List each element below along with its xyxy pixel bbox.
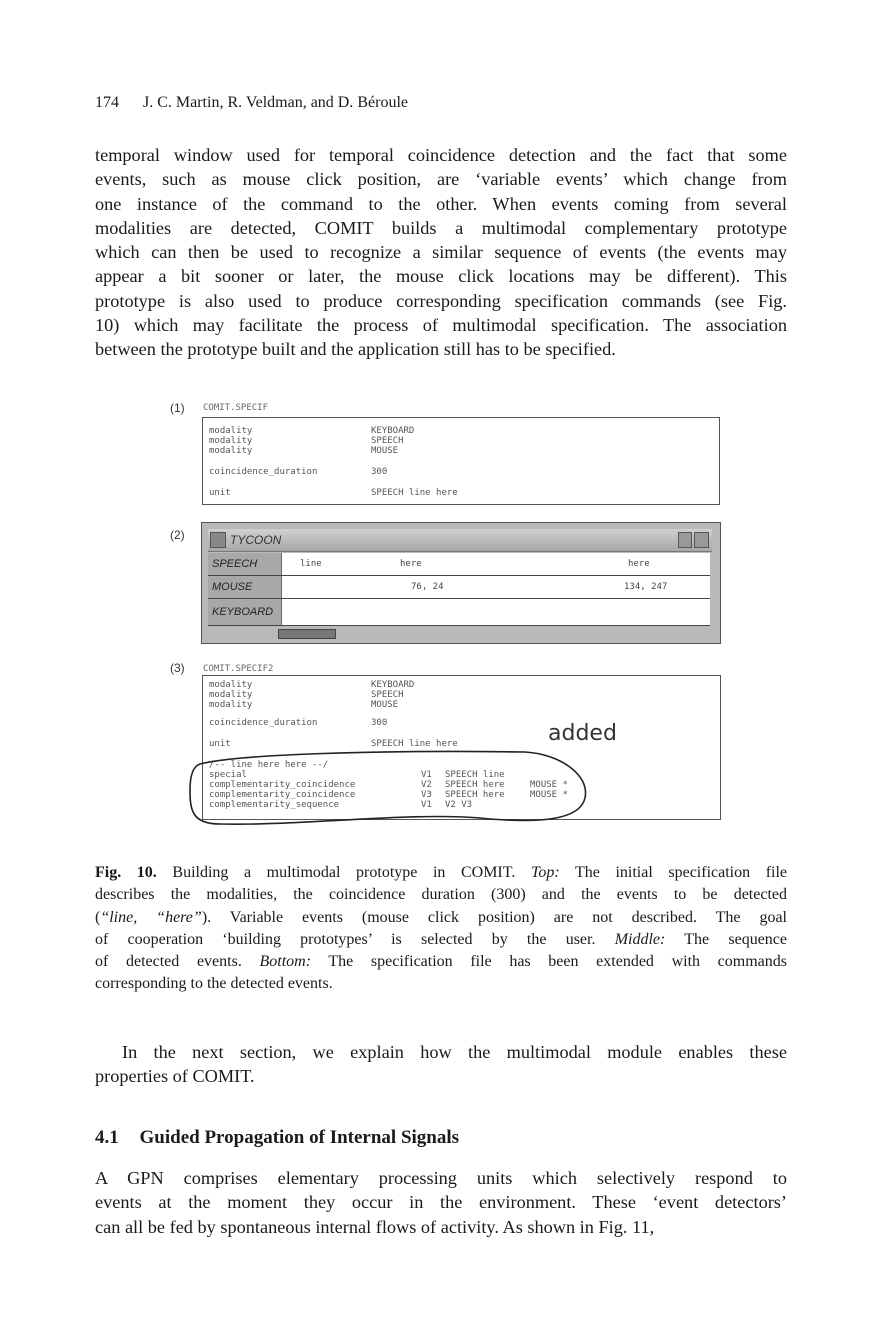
caption-segment: ). Variable events (mouse click position) are not described. The goal [201,908,787,926]
tycoon-window [201,522,721,644]
panel-3-title: COMIT.SPECIF2 [203,664,274,674]
spec-row-key: unit [209,739,231,749]
spec-row-value: KEYBOARD [371,680,415,690]
spec-row-key: modality [209,446,253,456]
text-line: A GPN comprises elementary processing units which selectively respond to [95,1168,787,1188]
spec-row-value: SPEECH line here [371,488,458,498]
mouse-row [208,576,710,599]
caption-segment: of detected events. [95,953,260,971]
section-title: Guided Propagation of Internal Signals [139,1127,460,1148]
spec-row-key: modality [209,690,253,700]
caption-segment: Middle: [614,930,666,948]
figure-label: Fig. 10. [95,864,157,881]
caption-line [95,973,787,995]
caption-segment: The initial specification file [559,864,787,881]
mouse-event: 134, 247 [624,582,668,592]
spec-row-key: unit [209,488,231,498]
caption-segment: The sequence [665,930,787,948]
caption-segment: describes the modalities, the coincidence duration (300) and the events to be detected [95,886,787,904]
added-line: SPEECH here [445,790,505,800]
paragraph-3 [95,1166,787,1239]
caption-line [95,862,787,884]
caption-segment: Bottom: [259,953,312,971]
caption-segment: of cooperation ‘building prototypes’ is selected by the user. [95,930,615,948]
added-line: MOUSE * [530,790,568,800]
paragraph-2 [95,1040,787,1089]
text-line: which can then be used to recognize a similar sequence of events (the events may [95,242,787,263]
text-line: events at the moment they occur in the environment. These ‘event detectors’ [95,1192,787,1213]
spec-row-value: MOUSE [371,446,399,456]
caption-segment: The specification file has been extended with commands [311,953,787,971]
text-line: prototype is also used to produce corresponding specification commands (see Fig. [95,290,787,311]
spec-row-key: coincidence_duration [209,718,318,728]
speech-row [208,553,710,576]
section-number: 4.1 [95,1127,119,1148]
text-line: can all be fed by spontaneous internal flows of activity. As shown in Fig. 11, [95,1216,655,1237]
spec-row-value: 300 [371,718,388,728]
caption-segment: corresponding to the detected events. [95,975,333,993]
caption-line [95,884,787,906]
paragraph-1 [95,143,787,362]
text-line: temporal window used for temporal coincidence detection and the fact that some [95,145,787,165]
keyboard-label: KEYBOARD [208,599,282,625]
tycoon-title-bar [208,529,712,552]
added-line: special [209,770,247,780]
keyboard-row [208,599,710,626]
caption-line [95,929,787,951]
text-line: between the prototype built and the application still has to be specified. [95,339,616,360]
speech-event: here [628,559,650,569]
section-heading [95,1127,459,1149]
panel-3-number: (3) [170,661,185,675]
panel-1-title: COMIT.SPECIF [203,403,269,413]
text-line: events, such as mouse click position, are ‘variable events’ which change from [95,169,787,190]
window-title: TYCOON [230,533,282,547]
text-line: 10) which may facilitate the process of multimodal specification. The association [95,315,787,336]
spec-row-key: modality [209,700,253,710]
figure-caption [95,862,787,996]
mouse-event: 76, 24 [411,582,444,592]
speech-event: here [400,559,422,569]
page-number: 174 [95,94,119,111]
added-line: complementarity_coincidence [209,780,356,790]
running-header [95,94,408,112]
added-line: /-- line here here --/ [209,760,329,770]
added-line: V1 [421,800,432,810]
panel-1-number: (1) [170,401,185,415]
minimize-icon[interactable] [678,532,692,548]
panel-1-spec-box [202,417,720,505]
caption-line [95,907,787,929]
text-line: modalities are detected, COMIT builds a multimodal complementary prototype [95,217,787,238]
added-line: V2 [421,780,432,790]
added-line: complementarity_sequence [209,800,340,810]
spec-row-key: coincidence_duration [209,467,318,477]
horizontal-scrollbar[interactable] [278,629,336,639]
added-label: added [548,721,617,746]
spec-row-value: MOUSE [371,700,399,710]
window-menu-icon[interactable] [210,532,226,548]
maximize-icon[interactable] [694,532,709,548]
added-line: V3 [421,790,432,800]
spec-row-key: modality [209,680,253,690]
added-annotation-loop [180,740,600,830]
spec-row-value: KEYBOARD [371,426,415,436]
spec-row-key: modality [209,426,253,436]
text-line: In the next section, we explain how the multimodal module enables these [122,1042,787,1062]
caption-segment: Top: [530,864,560,881]
text-line: properties of COMIT. [95,1066,255,1087]
speech-label: SPEECH [208,553,282,575]
speech-event: line [300,559,322,569]
mouse-label: MOUSE [208,576,282,598]
added-line: MOUSE * [530,780,568,790]
authors: J. C. Martin, R. Veldman, and D. Béroule [143,94,409,111]
caption-segment: ( [95,908,101,926]
spec-row-value: SPEECH line here [371,739,458,749]
caption-segment: “line, “here” [100,908,202,926]
spec-row-value: 300 [371,467,388,477]
added-line: V2 V3 [445,800,473,810]
added-line: V1 [421,770,432,780]
panel-2-number: (2) [170,528,185,542]
added-line: complementarity_coincidence [209,790,356,800]
text-line: appear a bit sooner or later, the mouse click locations may be different). This [95,266,787,287]
caption-segment: Building a multimodal prototype in COMIT. [172,864,531,881]
added-line: SPEECH line [445,770,505,780]
caption-line [95,951,787,973]
text-line: one instance of the command to the other. When events coming from several [95,193,787,214]
added-line: SPEECH here [445,780,505,790]
spec-row-value: SPEECH [371,436,404,446]
spec-row-key: modality [209,436,253,446]
spec-row-value: SPEECH [371,690,404,700]
